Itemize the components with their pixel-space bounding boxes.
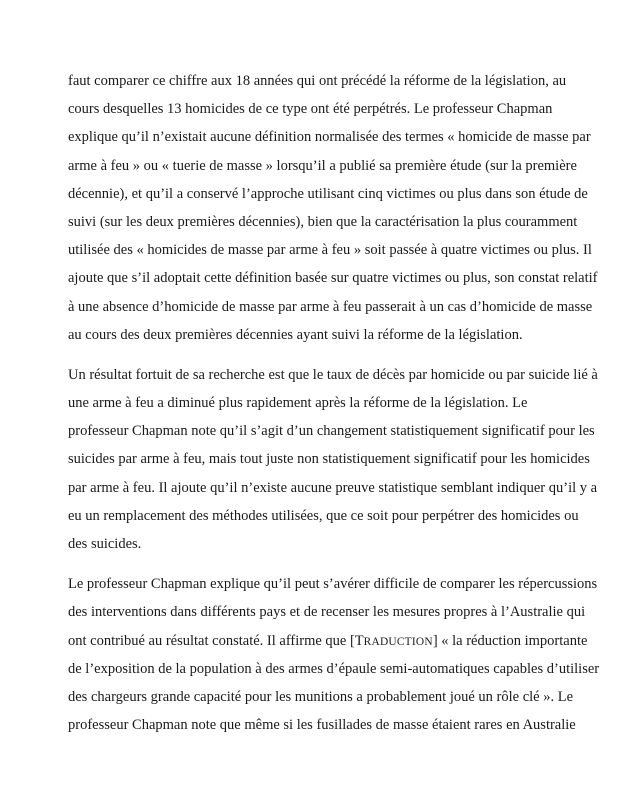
text-segment: des suicides. — [68, 536, 142, 552]
text-line — [68, 180, 588, 208]
text-segment: faut comparer ce chiffre aux 18 années qui ont précédé la réforme de la législation, au — [68, 73, 567, 89]
paragraph — [68, 570, 600, 739]
text-line — [68, 502, 579, 530]
text-line — [68, 95, 568, 123]
text-line — [68, 655, 600, 683]
text-line — [68, 67, 568, 95]
text-line — [68, 598, 586, 626]
text-line — [68, 321, 568, 349]
text-line — [68, 152, 577, 180]
text-line — [68, 570, 598, 598]
text-line — [68, 293, 593, 321]
text-segment: ] « la réduction importante — [432, 632, 588, 649]
text-segment: arme à feu » ou « tuerie de masse » lorsqu’il a publié sa première étude (sur la première — [68, 157, 577, 174]
text-line — [68, 530, 568, 558]
text-line — [68, 445, 590, 473]
text-segment: des interventions dans différents pays et de recenser les mesures propres à l’Australie qui — [68, 604, 586, 621]
paragraph — [68, 361, 598, 558]
text-line — [68, 208, 578, 236]
text-segment: explique qu’il n’existait aucune définition normalisée des termes « homicide de masse par — [68, 129, 591, 146]
text-segment: cours desquelles 13 homicides de ce type ont été perpétrés. Le professeur Chapman — [68, 101, 553, 118]
text-line — [68, 627, 588, 655]
text-line — [68, 123, 591, 151]
text-segment: au cours des deux premières décennies ayant suivi la réforme de la législation. — [68, 326, 523, 343]
text-segment: professeur Chapman note qu’il s’agit d’un changement statistiquement significatif pour les — [68, 423, 595, 440]
text-line — [68, 683, 574, 711]
text-line — [68, 389, 568, 417]
text-line — [68, 264, 598, 292]
text-line — [68, 711, 576, 739]
text-segment: ont contribué au résultat constaté. Il affirme que [T — [68, 632, 364, 649]
text-segment: suivi (sur les deux premières décennies), bien que la caractérisation la plus couramment — [68, 213, 578, 230]
text-segment: de l’exposition de la population à des armes d’épaule semi-automatiques capables d’utiliser — [68, 660, 600, 677]
paragraph — [68, 67, 598, 349]
text-segment: Le professeur Chapman explique qu’il peut s’avérer difficile de comparer les répercussions — [68, 576, 598, 593]
text-segment: suicides par arme à feu, mais tout juste non statistiquement significatif pour les homicides — [68, 451, 590, 468]
text-line — [68, 361, 598, 389]
text-segment: eu un remplacement des méthodes utilisées, que ce soit pour perpétrer des homicides ou — [68, 507, 579, 524]
text-segment: professeur Chapman note que même si les fusillades de masse étaient rares en Australie — [68, 717, 576, 734]
text-line — [68, 417, 595, 445]
document-body — [68, 67, 600, 751]
text-segment: utilisée des « homicides de masse par arme à feu » soit passée à quatre victimes ou plus. Il — [68, 242, 592, 259]
small-caps-text: RADUCTION — [363, 635, 433, 648]
text-segment: par arme à feu. Il ajoute qu’il n’existe aucune preuve statistique semblant indiquer qu’il y a — [68, 479, 598, 496]
text-segment: une arme à feu a diminué plus rapidement après la réforme de la législation. Le — [68, 395, 528, 412]
text-segment: décennie), et qu’il a conservé l’approche utilisant cinq victimes ou plus dans son étude de — [68, 185, 588, 202]
text-line — [68, 474, 598, 502]
text-segment: Un résultat fortuit de sa recherche est que le taux de décès par homicide ou par suicide lié à — [68, 366, 598, 383]
text-segment: des chargeurs grande capacité pour les munitions a probablement joué un rôle clé ». Le — [68, 688, 574, 705]
text-segment: ajoute que s’il adoptait cette définition basée sur quatre victimes ou plus, son constat relatif — [68, 270, 598, 287]
text-segment: à une absence d’homicide de masse par arme à feu passerait à un cas d’homicide de masse — [68, 298, 593, 315]
text-line — [68, 236, 592, 264]
